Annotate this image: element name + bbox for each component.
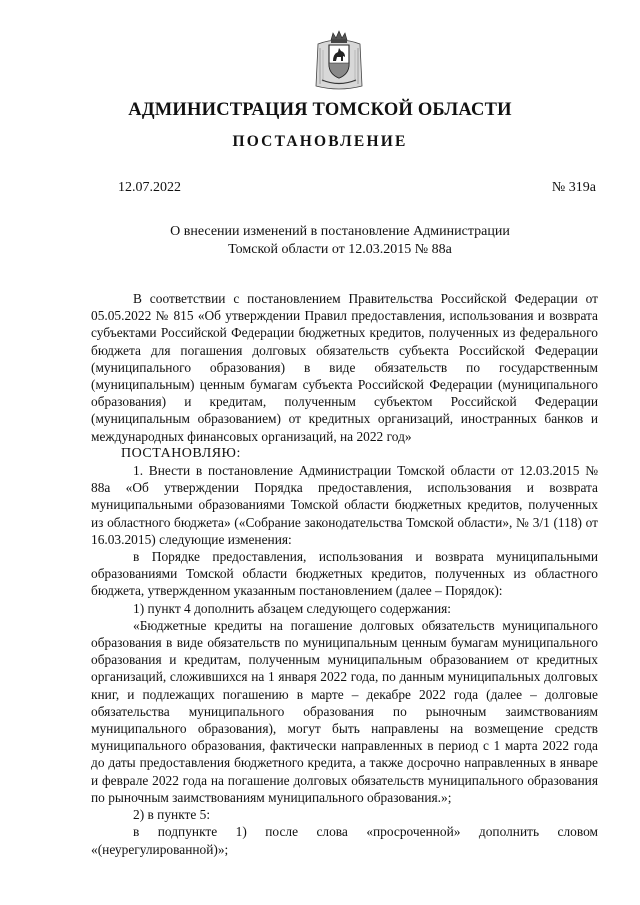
document-subject <box>0 223 640 258</box>
subject-line-2: Томской области от 12.03.2015 № 88а <box>228 241 452 257</box>
preamble-paragraph: В соответствии с постановлением Правительства Российской Федерации от 05.05.2022 № 815 «Об утверждении Правил предоставления, использования и возврата субъектами Российской Федерации бюджетных кредитов, полученных из федерального бюджета для погашения долговых обязательств субъекта Российской Федерации (муниципального образования) в виде обязательств по государственным (муниципальным) ценным бумагам субъекта Российской Федерации (муниципального образования) и кредитам, полученным субъектом Российской Федерации (муниципальным образованием) от кредитных организаций, иностранных банков и международных финансовых организаций, на 2022 год» <box>91 291 598 444</box>
procedure-intro-paragraph: в Порядке предоставления, использования и возврата муниципальными образованиями Томской области бюджетных кредитов, полученных из областного бюджета, утвержденном указанным постановлением (далее – Порядок): <box>91 549 598 599</box>
document-date: 12.07.2022 <box>118 180 181 195</box>
subitem-2-paragraph: 2) в пункте 5: <box>133 807 211 823</box>
subitem-2-text-paragraph: в подпункте 1) после слова «просроченной» дополнить словом «(неурегулированной)»; <box>91 824 598 857</box>
tomsk-oblast-coat-of-arms-icon <box>314 30 364 92</box>
subitem-1-paragraph: 1) пункт 4 дополнить абзацем следующего содержания: <box>133 600 452 616</box>
document-type: ПОСТАНОВЛЕНИЕ <box>232 133 408 150</box>
subject-line-1: О внесении изменений в постановление Администрации <box>170 224 510 239</box>
quoted-paragraph: «Бюджетные кредиты на погашение долговых обязательств муниципального образования в виде обязательств по муниципальным ценным бумагам муниципального образования и кредитам, полученным муниципальным образованием от кредитных организаций, сложившихся на 1 января 2022 года, по данным муниципальных долговых книг, и подлежащих погашению в марте – декабре 2022 года (далее – долговые обязательства муниципального образования по рыночным заимствованиям муниципального образования), могут быть направлены на возмещение средств муниципального образования, фактически направленных в период с 1 марта 2022 года до даты предоставления бюджетного кредита, а также досрочно направленных в январе и феврале 2022 года на погашение долговых обязательств муниципального образования по рыночным заимствованиям муниципального образования.»; <box>91 617 598 805</box>
document-number: № 319а <box>551 180 596 195</box>
decree-heading: ПОСТАНОВЛЯЮ: <box>121 445 241 461</box>
organization-title: АДМИНИСТРАЦИЯ ТОМСКОЙ ОБЛАСТИ <box>128 100 512 120</box>
document-body <box>91 290 598 858</box>
item-1-paragraph: 1. Внести в постановление Администрации Томской области от 12.03.2015 № 88а «Об утверждении Порядка предоставления, использования и возврата муниципальными образованиями Томской области бюджетных кредитов, полученных из областного бюджета» («Собрание законодательства Томской области», № 3/1 (118) от 16.03.2015) следующие изменения: <box>91 463 598 547</box>
